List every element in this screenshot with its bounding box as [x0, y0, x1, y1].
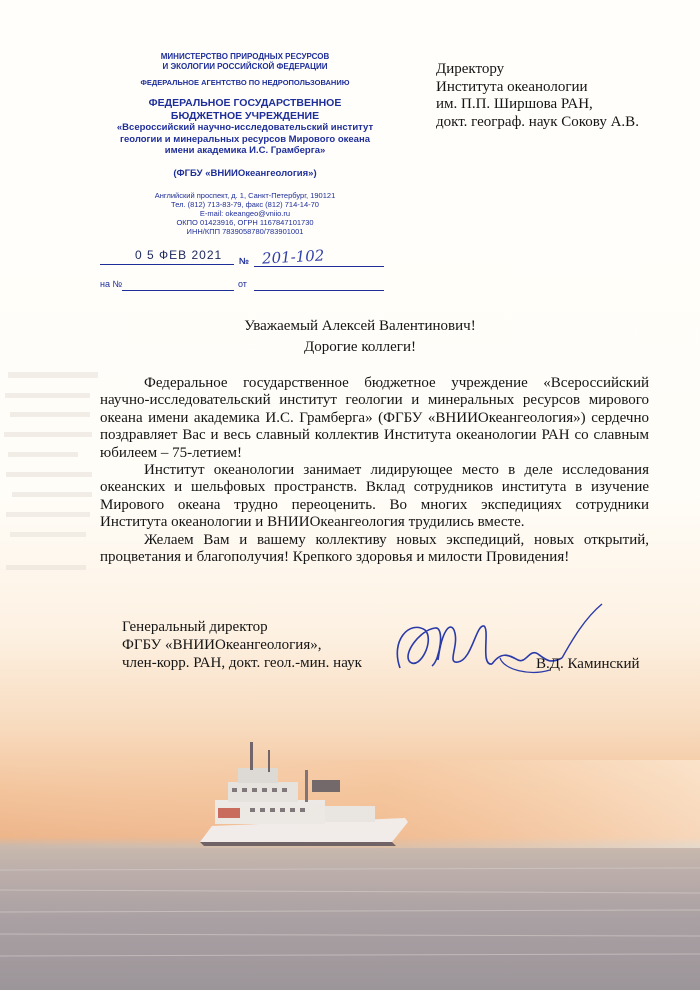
institute-line-3: имени академика И.С. Грамберга»	[164, 145, 326, 156]
paragraph-3: Желаем Вам и вашему коллективу новых экспедиций, новых открытий, процветания и благополучия! Крепкого здоровья и милости Провидения!	[100, 531, 649, 566]
addressee-block	[436, 61, 686, 131]
institute-line-1: «Всероссийский научно-исследовательский институт	[116, 122, 374, 133]
ministry-line-1: МИНИСТЕРСТВО ПРИРОДНЫХ РЕСУРСОВ	[160, 52, 330, 61]
signature-block	[122, 619, 522, 672]
signer-title-line-2: ФГБУ «ВНИИОкеангеология»,	[122, 636, 322, 653]
from-label: от	[238, 279, 247, 289]
addressee-line-2: Института океанологии	[436, 78, 588, 95]
registration-number: 201-102	[261, 246, 325, 268]
institute-abbreviation: (ФГБУ «ВНИИОкеангеология»)	[173, 167, 317, 179]
addressee-line-3: им. П.П. Ширшова РАН,	[436, 96, 593, 112]
signer-title-line-1: Генеральный директор	[122, 619, 268, 635]
institute-line-2: геологии и минеральных ресурсов Мирового океана	[120, 133, 370, 145]
salutation-line-1: Уважаемый Алексей Валентинович!	[244, 318, 476, 334]
okpo-ogrn: ОКПО 01423916, ОГРН 1167847101730	[176, 218, 314, 228]
letter-body	[100, 375, 649, 566]
number-label: №	[239, 256, 250, 266]
from-line	[254, 290, 384, 291]
org-type-line-2: БЮДЖЕТНОЕ УЧРЕЖДЕНИЕ	[170, 109, 320, 122]
addressee-line-4: докт. географ. наук Сокову А.В.	[436, 113, 639, 130]
address: Английский проспект, д. 1, Санкт-Петербург, 190121	[154, 190, 336, 200]
inn-kpp: ИНН/КПП 7839058780/783901001	[186, 227, 304, 237]
reference-label: на №	[100, 279, 123, 289]
email: E-mail: okeangeo@vniio.ru	[199, 208, 291, 218]
addressee-line-1: Директору	[436, 61, 505, 77]
date-line	[100, 264, 234, 265]
letterhead	[80, 52, 410, 237]
signer-name: В.Д. Каминский	[536, 656, 640, 672]
paragraph-1: Федеральное государственное бюджетное учреждение «Всероссийский научно-исследовательский институт геологии и минеральных ресурсов мирового океана имени академика И.С. Грамберга» (ФГБУ «ВНИИОкеангеология») сердечно поздравляет Вас и весь славный коллектив Института океанологии РАН со славным юбилеем – 75-летием!	[100, 375, 649, 461]
paragraph-2: Институт океанологии занимает лидирующее место в деле исследования океанских и шельфовых пространств. Вклад сотрудников института в изучение Мирового океана трудно переоценить. Во многих экспедициях сотрудники Института океанологии и ВНИИОкеангеология трудились вместе.	[100, 462, 649, 531]
reference-line	[122, 290, 234, 291]
salutation-line-2: Дорогие коллеги!	[304, 339, 416, 355]
phone-fax: Тел. (812) 713-83-79, факс (812) 714-14-70	[171, 199, 319, 209]
ministry-line-2: И ЭКОЛОГИИ РОССИЙСКОЙ ФЕДЕРАЦИИ	[162, 62, 328, 71]
agency-name: ФЕДЕРАЛЬНОЕ АГЕНТСТВО ПО НЕДРОПОЛЬЗОВАНИЮ	[140, 78, 350, 87]
signer-title-line-3: член-корр. РАН, докт. геол.-мин. наук	[122, 654, 362, 671]
date-stamp: 0 5 ФЕВ 2021	[135, 248, 223, 262]
org-type-line-1: ФЕДЕРАЛЬНОЕ ГОСУДАРСТВЕННОЕ	[148, 97, 342, 109]
